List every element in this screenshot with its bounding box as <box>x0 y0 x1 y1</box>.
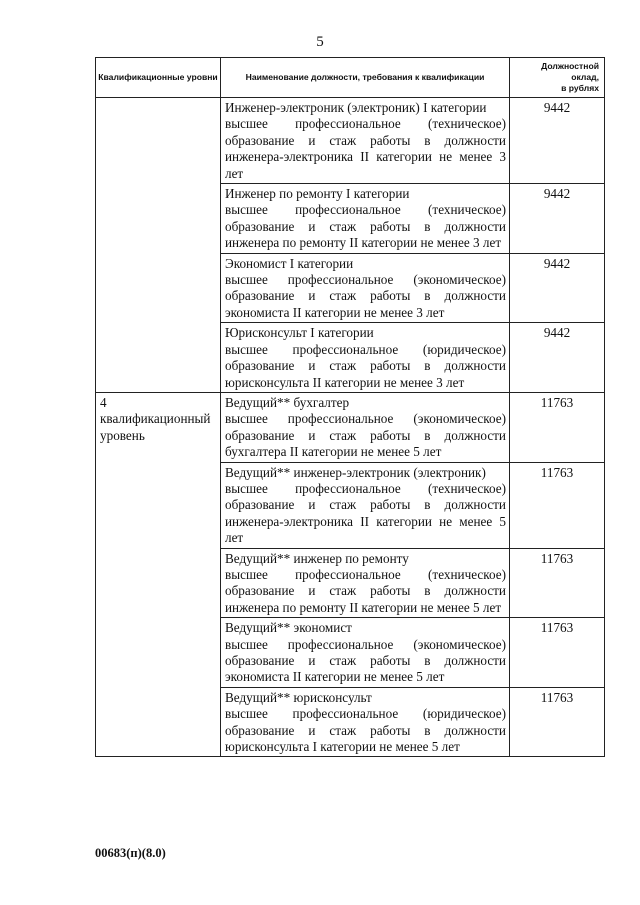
qualification-level-cell <box>96 98 221 393</box>
position-title: Ведущий** экономист <box>225 620 352 636</box>
position-requirement: высшее профессиональное (техническое) образование и стаж работы в должности инженера по ремонту II категории не менее 5 лет <box>225 566 506 615</box>
position-cell <box>221 98 510 184</box>
position-requirement: высшее профессиональное (техническое) образование и стаж работы в должности инженера-электроника II категории не менее 3 лет <box>225 116 506 181</box>
position-cell <box>221 618 510 688</box>
position-cell <box>221 462 510 548</box>
qualification-level-cell: 4 квалификационный уровень <box>96 392 221 757</box>
position-title: Ведущий** инженер по ремонту <box>225 550 409 566</box>
position-title: Инженер по ремонту I категории <box>225 186 410 202</box>
document-code: 00683(п)(8.0) <box>95 846 166 860</box>
position-cell <box>221 548 510 618</box>
position-requirement: высшее профессиональное (экономическое) образование и стаж работы в должности бухгалтера II категории не менее 5 лет <box>225 411 506 460</box>
salary-cell: 11763 <box>510 462 605 548</box>
position-title: Экономист I категории <box>225 255 354 271</box>
salary-cell: 11763 <box>510 618 605 688</box>
position-requirement: высшее профессиональное (экономическое) образование и стаж работы в должности экономиста II категории не менее 5 лет <box>225 636 506 685</box>
page-number: 5 <box>316 34 324 50</box>
header-salary <box>510 58 605 98</box>
position-requirement: высшее профессиональное (юридическое) образование и стаж работы в должности юрисконсульта II категории не менее 3 лет <box>225 341 506 390</box>
position-title: Ведущий** бухгалтер <box>225 394 350 410</box>
header-qualification-levels: Квалификационные уровни <box>96 58 221 98</box>
table-body <box>96 98 605 757</box>
qualification-salary-table <box>95 57 605 757</box>
position-requirement: высшее профессиональное (техническое) образование и стаж работы в должности инженера по ремонту II категории не менее 3 лет <box>225 202 506 251</box>
position-title: Юрисконсульт I категории <box>225 325 374 341</box>
header-salary-line2: оклад, <box>571 72 599 82</box>
salary-cell: 11763 <box>510 548 605 618</box>
position-cell <box>221 392 510 462</box>
position-title: Ведущий** инженер-электроник (электроник) <box>225 464 486 480</box>
position-cell <box>221 687 510 757</box>
position-requirement: высшее профессиональное (юридическое) образование и стаж работы в должности юрисконсульта I категории не менее 5 лет <box>225 706 506 755</box>
position-cell <box>221 253 510 323</box>
salary-cell: 11763 <box>510 687 605 757</box>
table-row <box>96 98 605 184</box>
position-requirement: высшее профессиональное (техническое) образование и стаж работы в должности инженера-электроника II категории не менее 5 лет <box>225 480 506 546</box>
position-cell <box>221 323 510 393</box>
position-cell <box>221 184 510 254</box>
salary-cell: 9442 <box>510 253 605 323</box>
header-salary-line3: в рублях <box>561 83 599 93</box>
salary-cell: 9442 <box>510 323 605 393</box>
position-title: Инженер-электроник (электроник) I категории <box>225 100 487 115</box>
header-position-requirements: Наименование должности, требования к квалификации <box>221 58 510 98</box>
table-header-row <box>96 58 605 98</box>
salary-cell: 9442 <box>510 184 605 254</box>
header-salary-line1: Должностной <box>541 61 599 71</box>
salary-cell: 11763 <box>510 392 605 462</box>
salary-cell: 9442 <box>510 98 605 184</box>
position-title: Ведущий** юрисконсульт <box>225 689 372 705</box>
position-requirement: высшее профессиональное (экономическое) образование и стаж работы в должности экономиста II категории не менее 3 лет <box>225 272 506 320</box>
table-row <box>96 392 605 462</box>
